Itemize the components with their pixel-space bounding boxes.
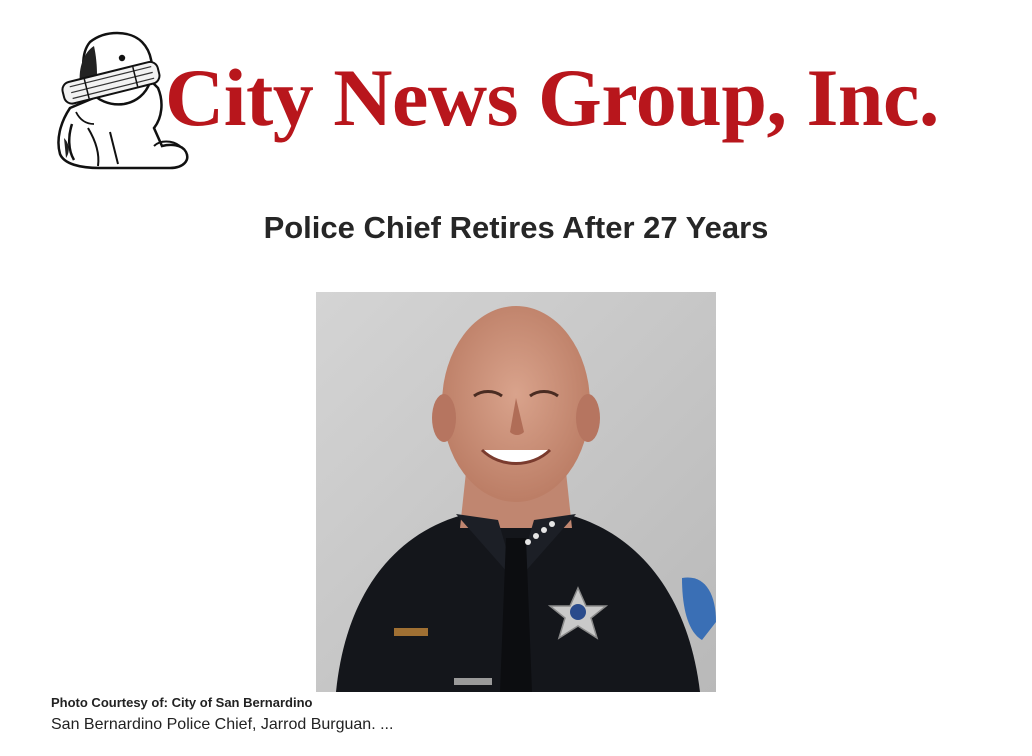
police-chief-portrait (316, 292, 716, 692)
article-headline: Police Chief Retires After 27 Years (263, 210, 769, 245)
brand-name: City News Group, Inc. (165, 52, 939, 143)
article-photo[interactable] (316, 292, 716, 692)
masthead-logo[interactable] (50, 28, 974, 176)
photo-credit: Photo Courtesy of: City of San Bernardino (51, 695, 313, 710)
photo-caption: San Bernardino Police Chief, Jarrod Burguan. ... (51, 716, 394, 733)
